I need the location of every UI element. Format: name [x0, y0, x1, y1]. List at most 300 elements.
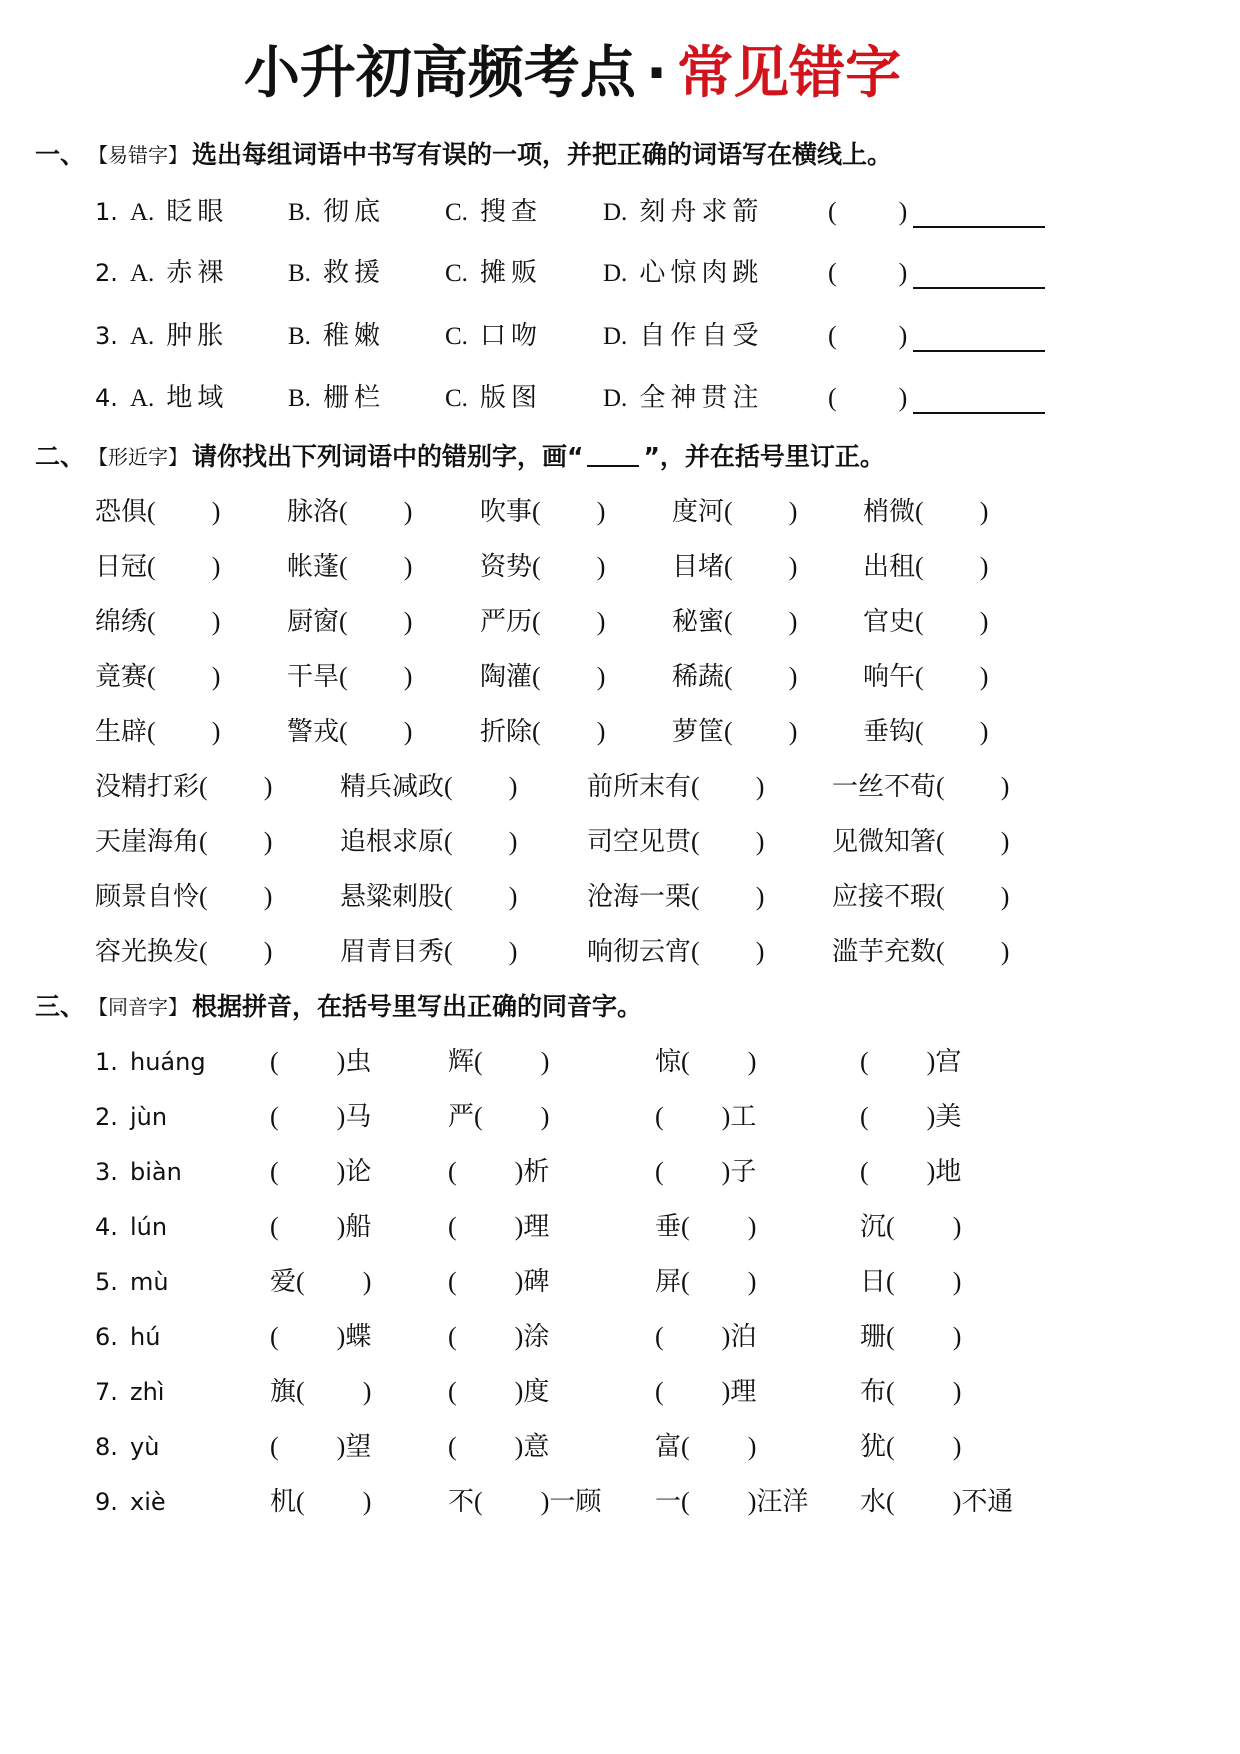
- option-a: [130, 194, 228, 230]
- paren-close: ): [508, 882, 518, 911]
- answer-blank: [457, 1280, 515, 1290]
- idiom-text: 追根求原: [340, 827, 445, 857]
- section-instruction: 选出每组词语中书写有误的一项，并把正确的词语写在横线上。: [192, 140, 893, 169]
- option-word: 救援: [322, 258, 385, 288]
- idiom-item: [340, 934, 517, 970]
- answer-blank: [869, 1060, 927, 1070]
- answer-blank: [945, 950, 1001, 960]
- paren-close: ): [979, 662, 989, 691]
- word-text: 绵绣: [95, 607, 148, 637]
- paren-close: ): [403, 497, 413, 526]
- word-item: [672, 494, 797, 530]
- answer-blank: [837, 334, 899, 344]
- paren-open: (: [915, 662, 924, 691]
- paren-close: ): [747, 1432, 757, 1461]
- option-letter: D.: [603, 199, 628, 226]
- paren-open: (: [444, 827, 453, 856]
- option-word: 搜查: [479, 197, 542, 227]
- answer-blank: [664, 1390, 722, 1400]
- fill-item: [270, 1264, 371, 1300]
- char-after: 望: [345, 1432, 372, 1462]
- fill-item: [860, 1154, 961, 1190]
- word-text: 度河: [672, 497, 725, 527]
- answer-blank: [279, 1335, 337, 1345]
- answer-blank: [156, 510, 212, 520]
- answer-blank: [733, 675, 789, 685]
- char-after: 碑: [523, 1267, 550, 1297]
- idiom-text: 一丝不荀: [832, 772, 937, 802]
- paren-close: ): [788, 607, 798, 636]
- paren-open: (: [691, 772, 700, 801]
- char-after: 汪洋: [756, 1487, 809, 1517]
- paren-close: ): [788, 717, 798, 746]
- word-item: [480, 604, 605, 640]
- word-item: [287, 714, 412, 750]
- title-main: 小升初高频考点: [243, 41, 636, 106]
- answer-blank: [700, 950, 756, 960]
- answer-parens: [828, 380, 907, 416]
- char-before: 富: [655, 1432, 682, 1462]
- answer-blank: [924, 730, 980, 740]
- fill-item: [270, 1374, 371, 1410]
- option-d: [603, 380, 763, 416]
- word-item: [863, 604, 988, 640]
- char-before: 屏: [655, 1267, 682, 1297]
- paren-close: ): [263, 772, 273, 801]
- pinyin-label: yù: [130, 1433, 160, 1461]
- option-word: 地域: [166, 383, 229, 413]
- paren-open: (: [199, 882, 208, 911]
- option-a: [130, 318, 228, 354]
- paren-close: ): [211, 717, 221, 746]
- paren-open: (: [724, 497, 733, 526]
- paren-close: ): [926, 1102, 936, 1131]
- paren-close: ): [211, 662, 221, 691]
- paren-close: ): [952, 1432, 962, 1461]
- answer-blank: [457, 1225, 515, 1235]
- answer-parens: [828, 255, 907, 291]
- paren-open: (: [448, 1432, 457, 1461]
- paren-open: (: [936, 937, 945, 966]
- paren-open: (: [886, 1212, 895, 1241]
- paren-close: ): [596, 662, 606, 691]
- question-number: 6.: [95, 1323, 118, 1351]
- fill-item: [270, 1319, 371, 1355]
- paren-close: ): [747, 1047, 757, 1076]
- paren-close: ): [1000, 772, 1010, 801]
- section1-heading: [35, 135, 892, 175]
- title-dot: ·: [645, 41, 668, 106]
- option-letter: B.: [288, 385, 311, 412]
- answer-blank: [457, 1335, 515, 1345]
- paren-open: (: [270, 1432, 279, 1461]
- paren-close: ): [1000, 882, 1010, 911]
- word-text: 竟赛: [95, 662, 148, 692]
- section-number: 二、: [35, 442, 86, 471]
- option-b: [288, 318, 385, 354]
- fill-item: [860, 1374, 961, 1410]
- paren-close: ): [263, 827, 273, 856]
- idiom-text: 应接不瑕: [832, 882, 937, 912]
- char-before: 垂: [655, 1212, 682, 1242]
- option-d: [603, 194, 763, 230]
- question-number: 4.: [95, 384, 118, 412]
- paren-close: ): [979, 497, 989, 526]
- paren-open: (: [532, 662, 541, 691]
- answer-blank: [279, 1445, 337, 1455]
- idiom-text: 沧海一栗: [587, 882, 692, 912]
- paren-close: ): [747, 1212, 757, 1241]
- answer-blank: [690, 1280, 748, 1290]
- paren-close: ): [540, 1047, 550, 1076]
- word-item: [95, 494, 220, 530]
- option-letter: B.: [288, 199, 311, 226]
- section-number: 一、: [35, 140, 86, 169]
- idiom-item: [832, 934, 1009, 970]
- option-word: 版图: [479, 383, 542, 413]
- word-text: 生辟: [95, 717, 148, 747]
- paren-open: (: [474, 1047, 483, 1076]
- fill-item: [655, 1429, 756, 1465]
- char-after: 涂: [523, 1322, 550, 1352]
- paren-close: ): [979, 552, 989, 581]
- answer-blank: [453, 785, 509, 795]
- idiom-text: 顾景自怜: [95, 882, 200, 912]
- paren-close: ): [721, 1377, 731, 1406]
- word-text: 响午: [863, 662, 916, 692]
- paren-close: ): [508, 937, 518, 966]
- idiom-text: 响彻云宵: [587, 937, 692, 967]
- paren-close: ): [336, 1047, 346, 1076]
- paren-close: ): [952, 1322, 962, 1351]
- paren-open: (: [828, 383, 837, 412]
- option-letter: D.: [603, 323, 628, 350]
- answer-blank: [279, 1170, 337, 1180]
- question-number: 2.: [95, 259, 118, 287]
- idiom-item: [832, 879, 1009, 915]
- answer-blank: [895, 1390, 953, 1400]
- paren-open: (: [448, 1267, 457, 1296]
- answer-blank: [924, 510, 980, 520]
- paren-open: (: [339, 552, 348, 581]
- fill-item: [448, 1209, 549, 1245]
- answer-blank: [279, 1115, 337, 1125]
- fill-item: [860, 1484, 1013, 1520]
- answer-blank: [348, 620, 404, 630]
- answer-blank: [305, 1280, 363, 1290]
- question-number: 3.: [95, 1158, 118, 1186]
- word-text: 严历: [480, 607, 533, 637]
- idiom-item: [587, 769, 764, 805]
- paren-close: ): [211, 607, 221, 636]
- paren-close: ): [211, 552, 221, 581]
- paren-open: (: [448, 1322, 457, 1351]
- paren-open: (: [886, 1432, 895, 1461]
- option-d: [603, 318, 763, 354]
- word-item: [95, 714, 220, 750]
- answer-blank: [483, 1060, 541, 1070]
- paren-open: (: [860, 1102, 869, 1131]
- idiom-item: [95, 769, 272, 805]
- answer-line: [913, 350, 1045, 352]
- paren-close: ): [336, 1157, 346, 1186]
- answer-blank: [156, 565, 212, 575]
- fill-item: [655, 1099, 756, 1135]
- paren-open: (: [444, 937, 453, 966]
- char-before: 不: [448, 1487, 475, 1517]
- word-item: [480, 549, 605, 585]
- paren-close: ): [263, 937, 273, 966]
- answer-blank: [924, 565, 980, 575]
- paren-open: (: [860, 1047, 869, 1076]
- paren-close: ): [1000, 937, 1010, 966]
- answer-blank: [690, 1060, 748, 1070]
- paren-close: ): [362, 1377, 372, 1406]
- section2-heading: [35, 437, 885, 477]
- paren-open: (: [655, 1157, 664, 1186]
- fill-item: [270, 1044, 371, 1080]
- section-number: 三、: [35, 992, 86, 1021]
- word-item: [95, 659, 220, 695]
- question-number: 2.: [95, 1103, 118, 1131]
- paren-open: (: [886, 1487, 895, 1516]
- answer-blank: [690, 1445, 748, 1455]
- paren-open: (: [681, 1432, 690, 1461]
- idiom-text: 悬粱刺股: [340, 882, 445, 912]
- answer-blank: [453, 840, 509, 850]
- underline-mark: [587, 463, 639, 467]
- pinyin-label: huáng: [130, 1048, 206, 1076]
- word-item: [672, 659, 797, 695]
- char-after: 析: [523, 1157, 550, 1187]
- char-after: 宫: [935, 1047, 962, 1077]
- option-c: [445, 318, 542, 354]
- word-text: 秘蜜: [672, 607, 725, 637]
- paren-open: (: [339, 662, 348, 691]
- char-after: 一顾: [549, 1487, 602, 1517]
- char-before: 日: [860, 1267, 887, 1297]
- section-instruction: 根据拼音，在括号里写出正确的同音字。: [192, 992, 643, 1021]
- paren-close: ): [336, 1432, 346, 1461]
- option-word: 栅栏: [322, 383, 385, 413]
- fill-item: [860, 1429, 961, 1465]
- option-letter: A.: [130, 260, 155, 287]
- word-text: 帐蓬: [287, 552, 340, 582]
- idiom-item: [832, 824, 1009, 860]
- paren-open: (: [444, 882, 453, 911]
- option-letter: C.: [445, 323, 468, 350]
- char-after: 意: [523, 1432, 550, 1462]
- answer-blank: [541, 510, 597, 520]
- paren-open: (: [691, 882, 700, 911]
- question-number: 7.: [95, 1378, 118, 1406]
- word-item: [672, 604, 797, 640]
- option-letter: C.: [445, 385, 468, 412]
- option-c: [445, 380, 542, 416]
- paren-close: ): [336, 1102, 346, 1131]
- paren-close: ): [952, 1267, 962, 1296]
- paren-close: ): [514, 1157, 524, 1186]
- answer-blank: [733, 565, 789, 575]
- paren-open: (: [147, 497, 156, 526]
- idiom-item: [95, 879, 272, 915]
- char-after: 马: [345, 1102, 372, 1132]
- paren-close: ): [755, 827, 765, 856]
- char-before: 辉: [448, 1047, 475, 1077]
- fill-item: [270, 1154, 371, 1190]
- char-before: 一: [655, 1487, 682, 1517]
- answer-blank: [895, 1335, 953, 1345]
- paren-close: ): [926, 1047, 936, 1076]
- word-item: [480, 659, 605, 695]
- word-item: [863, 549, 988, 585]
- question-number: 4.: [95, 1213, 118, 1241]
- question-number: 9.: [95, 1488, 118, 1516]
- paren-open: (: [444, 772, 453, 801]
- paren-close: ): [898, 383, 908, 412]
- char-before: 犹: [860, 1432, 887, 1462]
- fill-item: [655, 1374, 756, 1410]
- idiom-item: [587, 879, 764, 915]
- fill-item: [655, 1319, 756, 1355]
- option-a: [130, 255, 228, 291]
- answer-blank: [279, 1225, 337, 1235]
- section-tag: 【形近字】: [88, 445, 188, 469]
- pinyin-label: hú: [130, 1323, 161, 1351]
- idiom-text: 滥芋充数: [832, 937, 937, 967]
- word-text: 萝筐: [672, 717, 725, 747]
- paren-close: ): [514, 1212, 524, 1241]
- answer-blank: [700, 840, 756, 850]
- paren-open: (: [886, 1377, 895, 1406]
- paren-open: (: [147, 717, 156, 746]
- idiom-item: [340, 824, 517, 860]
- word-text: 警戎: [287, 717, 340, 747]
- answer-blank: [541, 675, 597, 685]
- paren-close: ): [1000, 827, 1010, 856]
- answer-blank: [924, 675, 980, 685]
- option-letter: D.: [603, 260, 628, 287]
- fill-item: [270, 1099, 371, 1135]
- section-tag: 【易错字】: [88, 143, 188, 167]
- option-word: 口吻: [479, 321, 542, 351]
- paren-open: (: [199, 937, 208, 966]
- option-word: 稚嫩: [322, 321, 385, 351]
- paren-close: ): [596, 717, 606, 746]
- paren-close: ): [403, 607, 413, 636]
- idiom-item: [95, 824, 272, 860]
- paren-open: (: [936, 882, 945, 911]
- option-letter: C.: [445, 199, 468, 226]
- paren-close: ): [403, 552, 413, 581]
- word-item: [287, 659, 412, 695]
- idiom-text: 精兵减政: [340, 772, 445, 802]
- fill-item: [270, 1484, 371, 1520]
- answer-blank: [305, 1500, 363, 1510]
- option-letter: A.: [130, 385, 155, 412]
- word-item: [287, 604, 412, 640]
- option-word: 自作自受: [639, 321, 764, 351]
- section-instruction-before: 请你找出下列词语中的错别字，画“: [192, 442, 584, 471]
- fill-item: [655, 1484, 808, 1520]
- question-number: 3.: [95, 322, 118, 350]
- paren-close: ): [747, 1267, 757, 1296]
- option-letter: A.: [130, 199, 155, 226]
- paren-close: ): [403, 662, 413, 691]
- paren-close: ): [596, 552, 606, 581]
- option-word: 肿胀: [166, 321, 229, 351]
- answer-parens: [828, 318, 907, 354]
- word-text: 干旱: [287, 662, 340, 692]
- char-after: 地: [935, 1157, 962, 1187]
- paren-open: (: [828, 197, 837, 226]
- answer-blank: [945, 785, 1001, 795]
- char-before: 珊: [860, 1322, 887, 1352]
- char-before: 水: [860, 1487, 887, 1517]
- paren-open: (: [828, 258, 837, 287]
- answer-blank: [483, 1500, 541, 1510]
- paren-close: ): [508, 772, 518, 801]
- paren-open: (: [724, 552, 733, 581]
- word-text: 梢微: [863, 497, 916, 527]
- word-text: 官史: [863, 607, 916, 637]
- option-letter: B.: [288, 260, 311, 287]
- idiom-item: [340, 769, 517, 805]
- paren-close: ): [898, 321, 908, 350]
- answer-blank: [733, 620, 789, 630]
- fill-item: [270, 1209, 371, 1245]
- fill-item: [448, 1264, 549, 1300]
- char-before: 严: [448, 1102, 475, 1132]
- idiom-text: 司空见贯: [587, 827, 692, 857]
- paren-open: (: [886, 1267, 895, 1296]
- page-title: [0, 36, 1145, 112]
- paren-open: (: [655, 1102, 664, 1131]
- answer-blank: [483, 1115, 541, 1125]
- option-a: [130, 380, 228, 416]
- answer-blank: [895, 1445, 953, 1455]
- paren-open: (: [681, 1212, 690, 1241]
- option-c: [445, 255, 542, 291]
- paren-open: (: [270, 1157, 279, 1186]
- char-after: 度: [523, 1377, 550, 1407]
- option-word: 眨眼: [166, 197, 229, 227]
- word-item: [95, 604, 220, 640]
- paren-close: ): [596, 607, 606, 636]
- paren-open: (: [339, 497, 348, 526]
- answer-blank: [700, 895, 756, 905]
- paren-open: (: [915, 497, 924, 526]
- paren-close: ): [721, 1322, 731, 1351]
- answer-blank: [457, 1170, 515, 1180]
- char-after: 美: [935, 1102, 962, 1132]
- fill-item: [448, 1484, 601, 1520]
- char-before: 惊: [655, 1047, 682, 1077]
- paren-open: (: [724, 717, 733, 746]
- answer-blank: [208, 895, 264, 905]
- char-before: 爱: [270, 1267, 297, 1297]
- paren-open: (: [860, 1157, 869, 1186]
- option-letter: D.: [603, 385, 628, 412]
- paren-open: (: [936, 827, 945, 856]
- idiom-text: 眉青目秀: [340, 937, 445, 967]
- word-text: 脉洛: [287, 497, 340, 527]
- fill-item: [655, 1209, 756, 1245]
- paren-close: ): [755, 772, 765, 801]
- paren-open: (: [296, 1487, 305, 1516]
- idiom-item: [95, 934, 272, 970]
- word-text: 垂钩: [863, 717, 916, 747]
